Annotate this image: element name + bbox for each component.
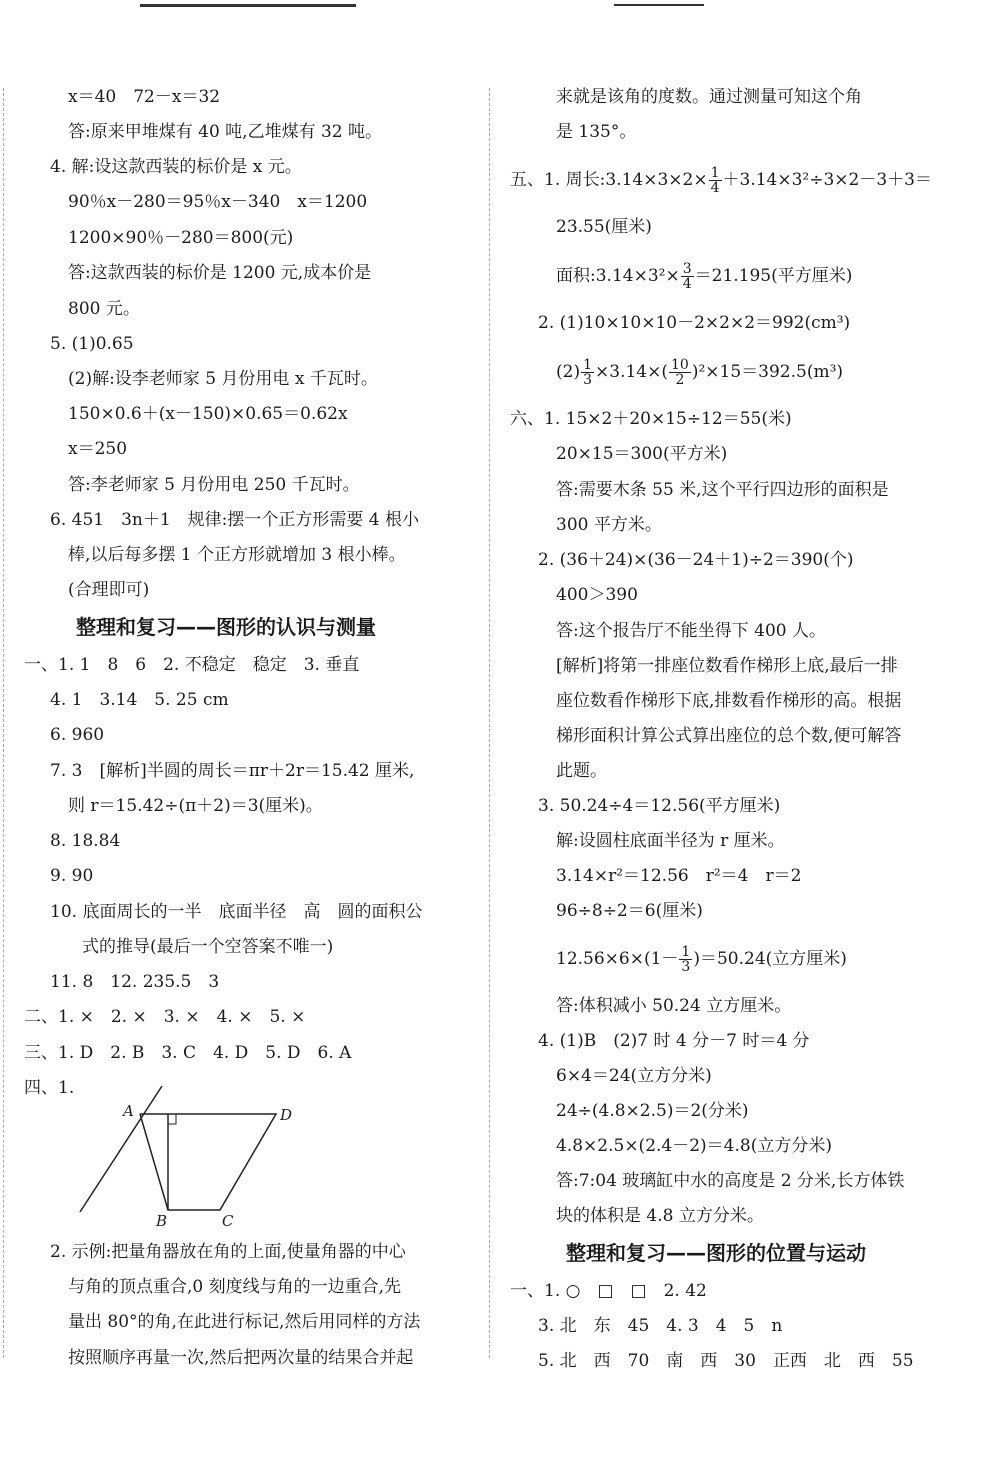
header-rule [614, 4, 704, 6]
fraction-1-3 [581, 358, 594, 387]
vertex-label-d: D [280, 1106, 293, 1124]
answer-line: 5. 北 西 70 南 西 30 正西 北 西 55 [538, 1351, 914, 1371]
answer-line: 9. 90 [50, 866, 94, 886]
perimeter-line [510, 166, 932, 195]
answer-line: 6. 451 3n＋1 规律:摆一个正方形需要 4 根小 [50, 510, 420, 530]
answer-line: 4.8×2.5×(2.4－2)＝4.8(立方分米) [556, 1136, 832, 1156]
answer-line: 与角的顶点重合,0 刻度线与角的一边重合,先 [68, 1277, 402, 1297]
fraction-3-4 [681, 262, 694, 291]
answer-line: 答:体积减小 50.24 立方厘米。 [556, 996, 792, 1016]
text-run: )＝50.24(立方厘米) [693, 949, 847, 969]
answer-line: 答:这款西装的标价是 1200 元,成本价是 [68, 263, 372, 283]
answer-line: 一、1. ○ □ □ 2. 42 [510, 1281, 707, 1301]
answer-line: 答:7:04 玻璃缸中水的高度是 2 分米,长方体铁 [556, 1171, 905, 1191]
answer-line: 梯形面积计算公式算出座位的总个数,便可解答 [556, 726, 902, 746]
numerator: 1 [681, 944, 691, 960]
answer-line: x＝250 [68, 439, 128, 459]
answer-line: 六、1. 15×2＋20×15÷12＝55(米) [510, 409, 792, 429]
answer-line: 答:需要木条 55 米,这个平行四边形的面积是 [556, 480, 889, 500]
section-heading-left: 整理和复习——图形的认识与测量 [76, 615, 376, 639]
answer-line: 答:原来甲堆煤有 40 吨,乙堆煤有 32 吨。 [68, 122, 383, 142]
answer-line: 二、1. × 2. × 3. × 4. × 5. × [24, 1007, 306, 1027]
answer-line: 6. 960 [50, 725, 105, 745]
denominator: 3 [681, 959, 691, 975]
answer-line: 答:这个报告厅不能坐得下 400 人。 [556, 621, 826, 641]
answer-line: 90％x－280＝95％x－340 x＝1200 [68, 192, 368, 212]
answer-line: 2. (36＋24)×(36－24＋1)÷2＝390(个) [538, 550, 854, 570]
numerator: 1 [583, 357, 593, 373]
answer-line: [解析]将第一排座位数看作梯形上底,最后一排 [556, 656, 898, 676]
answer-line: (2)解:设李老师家 5 月份用电 x 千瓦时。 [68, 369, 378, 389]
answer-line: 来就是该角的度数。通过测量可知这个角 [556, 87, 862, 107]
answer-line: 块的体积是 4.8 立方分米。 [556, 1206, 764, 1226]
answer-line: 解:设圆柱底面半径为 r 厘米。 [556, 831, 785, 851]
answer-line: 量出 80°的角,在此进行标记,然后用同样的方法 [68, 1312, 421, 1332]
answer-line: 96÷8÷2＝6(厘米) [556, 901, 703, 921]
answer-line: 是 135°。 [556, 122, 637, 142]
answer-line: 8. 18.84 [50, 831, 121, 851]
answer-line: 4. (1)B (2)7 时 4 分－7 时＝4 分 [538, 1031, 810, 1051]
answer-line: 3. 北 东 45 4. 3 4 5 n [538, 1316, 783, 1336]
answer-line: 800 元。 [68, 299, 140, 319]
answer-line: 答:李老师家 5 月份用电 250 千瓦时。 [68, 475, 360, 495]
trapezoid-outline [140, 1114, 276, 1210]
numerator: 1 [710, 165, 720, 181]
answer-line: 4. 1 3.14 5. 25 cm [50, 690, 229, 710]
section-heading-right: 整理和复习——图形的位置与运动 [566, 1241, 866, 1265]
cone-volume-line [556, 358, 843, 387]
answer-line: 则 r＝15.42÷(π＋2)＝3(厘米)。 [68, 796, 323, 816]
answer-line: 11. 8 12. 235.5 3 [50, 972, 220, 992]
fraction-1-3 [679, 945, 692, 974]
answer-line: 400＞390 [556, 585, 638, 605]
answer-line: 10. 底面周长的一半 底面半径 高 圆的面积公 [50, 902, 423, 922]
answer-line: 23.55(厘米) [556, 217, 652, 237]
trapezoid-height-figure [70, 1080, 330, 1240]
answer-line: 150×0.6＋(x－150)×0.65＝0.62x [68, 404, 348, 424]
column-divider [489, 88, 490, 1358]
answer-line: 4. 解:设这款西装的标价是 x 元。 [50, 157, 302, 177]
numerator: 10 [671, 357, 689, 373]
answer-line: 2. 示例:把量角器放在角的上面,使量角器的中心 [50, 1242, 406, 1262]
vertex-label-b: B [156, 1212, 168, 1230]
text-run: (2) [556, 362, 581, 382]
area-line [556, 262, 852, 291]
fraction-10-2 [669, 358, 691, 387]
answer-line: 按照顺序再量一次,然后把两次量的结果合并起 [68, 1348, 414, 1368]
answer-line: 三、1. D 2. B 3. C 4. D 5. D 6. A [24, 1043, 352, 1063]
vertex-label-c: C [222, 1212, 234, 1230]
text-run: 12.56×6×(1－ [556, 949, 679, 969]
column-divider [3, 88, 4, 1358]
volume-decrease-line [556, 945, 847, 974]
text-run: ×3.14×( [595, 362, 668, 382]
numerator: 3 [682, 261, 692, 277]
answer-line: 四、1. [24, 1078, 75, 1098]
vertex-label-a: A [123, 1102, 134, 1120]
header-rule [140, 4, 356, 7]
answer-line: 3.14×r²＝12.56 r²＝4 r＝2 [556, 866, 802, 886]
answer-line: (合理即可) [68, 580, 150, 600]
text-run: ＝21.195(平方厘米) [694, 266, 853, 286]
denominator: 4 [710, 180, 720, 196]
answer-line: 2. (1)10×10×10－2×2×2＝992(cm³) [538, 313, 851, 333]
right-angle-mark [168, 1114, 176, 1124]
answer-line: 1200×90％－280＝800(元) [68, 228, 294, 248]
fraction-1-4 [709, 166, 722, 195]
answer-line: 一、1. 1 8 6 2. 不稳定 稳定 3. 垂直 [24, 655, 360, 675]
answer-line: 座位数看作梯形下底,排数看作梯形的高。根据 [556, 691, 902, 711]
answer-line: 5. (1)0.65 [50, 334, 134, 354]
text-run: 面积:3.14×3²× [556, 266, 680, 286]
answer-line: 3. 50.24÷4＝12.56(平方厘米) [538, 796, 781, 816]
answer-line: 6×4＝24(立方分米) [556, 1066, 712, 1086]
text-run: )²×15＝392.5(m³) [691, 362, 844, 382]
answer-line: 式的推导(最后一个空答案不唯一) [82, 937, 334, 957]
text-run: ＋3.14×3²÷3×2－3＋3＝ [722, 170, 932, 190]
denominator: 2 [675, 372, 685, 388]
denominator: 4 [682, 276, 692, 292]
answer-line: 300 平方米。 [556, 515, 662, 535]
answer-line: 7. 3 [解析]半圆的周长＝πr＋2r＝15.42 厘米, [50, 761, 415, 781]
answer-line: 此题。 [556, 761, 607, 781]
answer-line: x＝40 72－x＝32 [68, 87, 221, 107]
answer-line: 棒,以后每多摆 1 个正方形就增加 3 根小棒。 [68, 545, 406, 565]
denominator: 3 [583, 372, 593, 388]
answer-line: 20×15＝300(平方米) [556, 444, 728, 464]
answer-line: 24÷(4.8×2.5)＝2(分米) [556, 1101, 749, 1121]
text-run: 五、1. 周长:3.14×3×2× [510, 170, 708, 190]
